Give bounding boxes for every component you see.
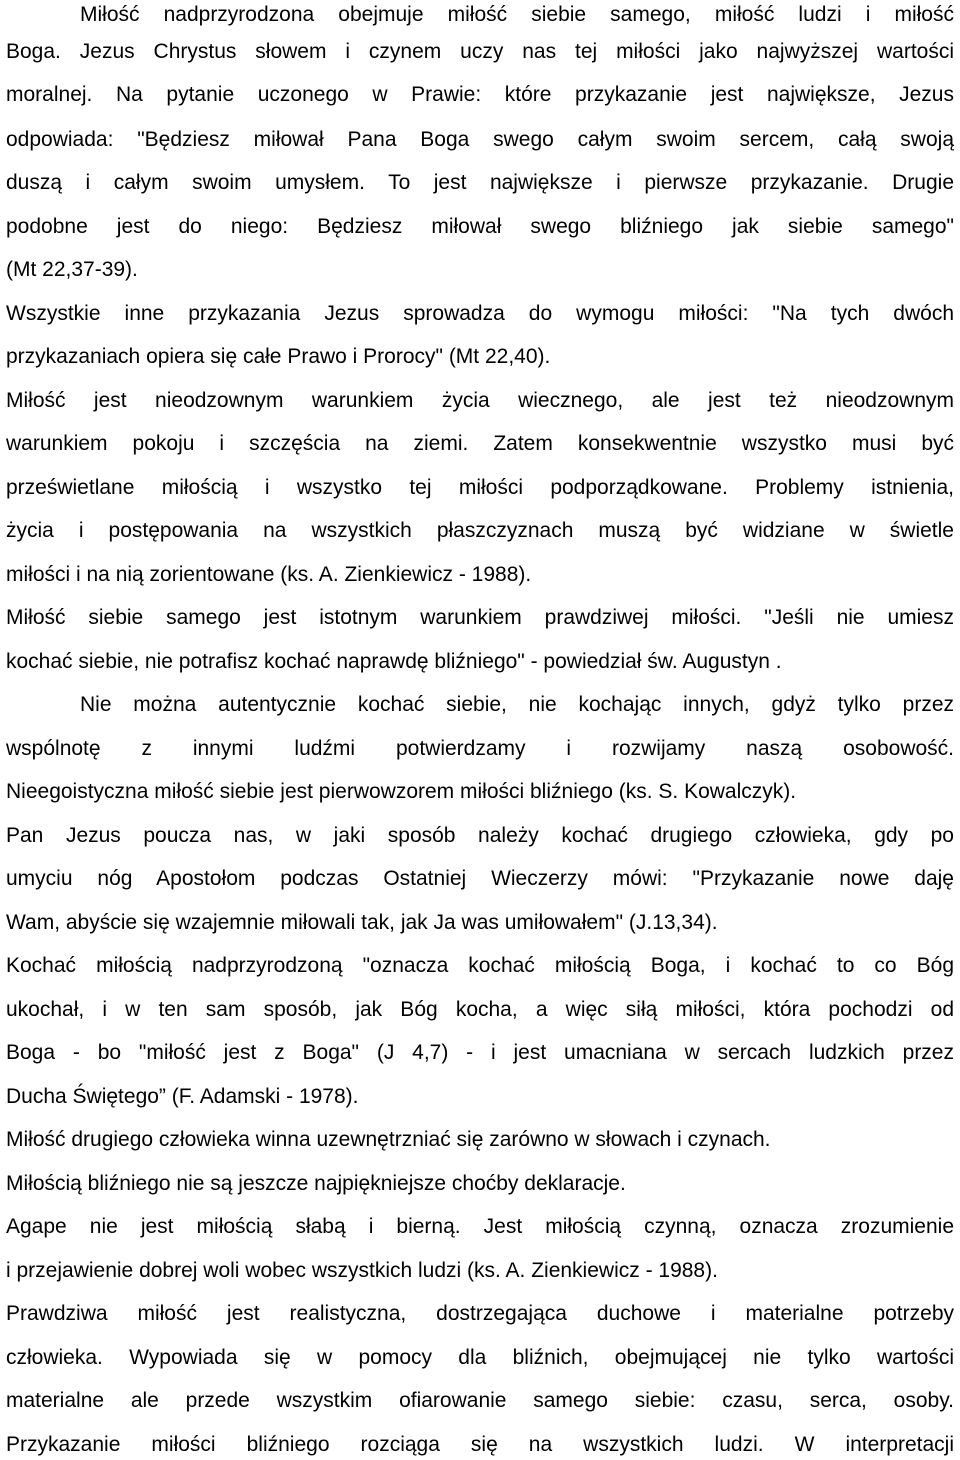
text-line: kochać siebie, nie potrafisz kochać naprawdę bliźniego" - powiedział św. Augustyn . <box>6 650 782 673</box>
text-line: Miłość siebie samego jest istotnym warunkiem prawdziwej miłości. "Jeśli nie umiesz <box>6 606 954 629</box>
text-line: Nieegoistyczna miłość siebie jest pierwowzorem miłości bliźniego (ks. S. Kowalczyk). <box>6 780 797 803</box>
text-line: Kochać miłością nadprzyrodzoną "oznacza kochać miłością Boga, i kochać to co Bóg <box>6 954 954 977</box>
text-line: życia i postępowania na wszystkich płaszczyznach muszą być widziane w świetle <box>6 519 954 542</box>
text-line: umyciu nóg Apostołom podczas Ostatniej Wieczerzy mówi: "Przykazanie nowe daję <box>6 867 954 890</box>
text-line: i przejawienie dobrej woli wobec wszystkich ludzi (ks. A. Zienkiewicz - 1988). <box>6 1259 718 1282</box>
text-line: Prawdziwa miłość jest realistyczna, dostrzegająca duchowe i materialne potrzeby <box>6 1302 954 1325</box>
text-line: Miłość nadprzyrodzona obejmuje miłość siebie samego, miłość ludzi i miłość <box>80 3 954 26</box>
text-line: warunkiem pokoju i szczęścia na ziemi. Zatem konsekwentnie wszystko musi być <box>6 432 954 455</box>
text-line: wspólnotę z innymi ludźmi potwierdzamy i rozwijamy naszą osobowość. <box>6 737 954 760</box>
text-line: miłości i na nią zorientowane (ks. A. Zienkiewicz - 1988). <box>6 563 532 586</box>
text-line: Miłość jest nieodzownym warunkiem życia wiecznego, ale jest też nieodzownym <box>6 389 954 412</box>
text-line: Wam, abyście się wzajemnie miłowali tak, jak Ja was umiłowałem" (J.13,34). <box>6 911 718 934</box>
text-line: Miłość drugiego człowieka winna uzewnętrzniać się zarówno w słowach i czynach. <box>6 1128 771 1151</box>
text-line: człowieka. Wypowiada się w pomocy dla bliźnich, obejmującej nie tylko wartości <box>6 1346 954 1369</box>
text-line: podobne jest do niego: Będziesz miłował swego bliźniego jak siebie samego" <box>6 215 954 238</box>
text-line: Boga. Jezus Chrystus słowem i czynem uczy nas tej miłości jako najwyższej wartości <box>6 40 954 63</box>
text-line: ukochał, i w ten sam sposób, jak Bóg kocha, a więc siłą miłości, która pochodzi od <box>6 998 954 1021</box>
text-line: materialne ale przede wszystkim ofiarowanie samego siebie: czasu, serca, osoby. <box>6 1389 954 1412</box>
text-line: Wszystkie inne przykazania Jezus sprowadza do wymogu miłości: "Na tych dwóch <box>6 302 954 325</box>
text-line: Przykazanie miłości bliźniego rozciąga się na wszystkich ludzi. W interpretacji <box>6 1433 954 1456</box>
text-line: prześwietlane miłością i wszystko tej miłości podporządkowane. Problemy istnienia, <box>6 476 954 499</box>
text-line: Boga - bo "miłość jest z Boga" (J 4,7) - i jest umacniana w sercach ludzkich przez <box>6 1041 954 1064</box>
text-line: przykazaniach opiera się całe Prawo i Prorocy" (Mt 22,40). <box>6 345 551 368</box>
text-line: Nie można autentycznie kochać siebie, nie kochając innych, gdyż tylko przez <box>80 693 954 716</box>
text-line: moralnej. Na pytanie uczonego w Prawie: które przykazanie jest największe, Jezus <box>6 83 954 106</box>
text-line: odpowiada: "Będziesz miłował Pana Boga swego całym swoim sercem, całą swoją <box>6 128 954 151</box>
text-line: Ducha Świętego” (F. Adamski - 1978). <box>6 1085 359 1108</box>
text-line: (Mt 22,37-39). <box>6 258 138 281</box>
text-line: duszą i całym swoim umysłem. To jest największe i pierwsze przykazanie. Drugie <box>6 171 954 194</box>
text-line: Miłością bliźniego nie są jeszcze najpiękniejsze choćby deklaracje. <box>6 1172 626 1195</box>
text-line: Agape nie jest miłością słabą i bierną. Jest miłością czynną, oznacza zrozumienie <box>6 1215 954 1238</box>
text-line: Pan Jezus poucza nas, w jaki sposób należy kochać drugiego człowieka, gdy po <box>6 824 954 847</box>
